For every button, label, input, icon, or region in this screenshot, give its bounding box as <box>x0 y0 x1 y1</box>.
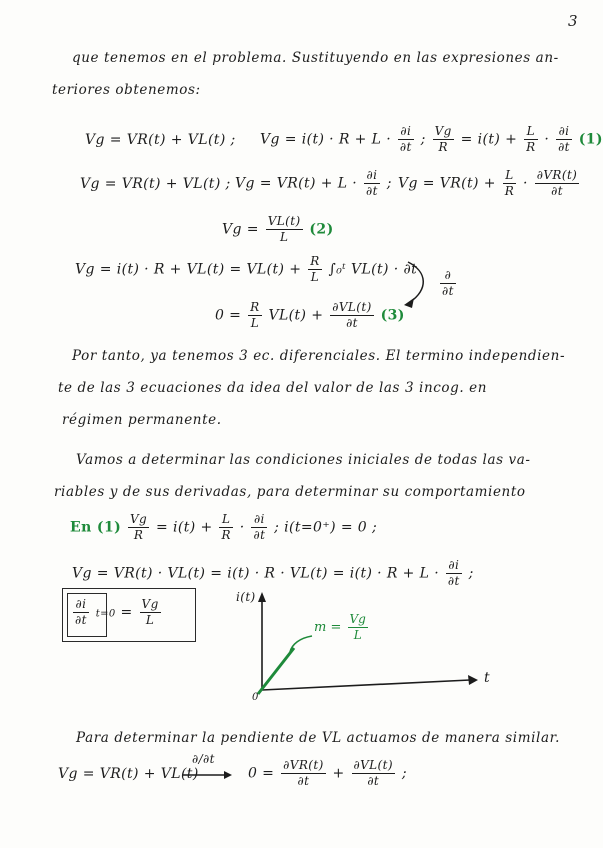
eq2-left: Vg = VR(t) + VL(t) ; <box>80 176 231 192</box>
box-content: $\frac{\partial i}{\partial t}$ t=0 = $\frac{Vg}{L}$ <box>75 597 159 627</box>
para3-line-2: riables y de sus derivadas, para determinar su comportamiento <box>54 484 526 500</box>
closing-line-1: Para determinar la pendiente de VL actuamos de manera similar. <box>76 730 561 746</box>
eq3-tag: (2) <box>309 221 334 238</box>
graph-y-label: i(t) <box>236 590 256 604</box>
para2-line-2: te de las 3 ecuaciones da idea del valor de las 3 incog. en <box>58 380 488 396</box>
eq2-right: Vg = VR(t) + $\frac{L}{R}$ · $\frac{\partial VR(t)}{\partial t}$ <box>398 168 578 198</box>
eq4-derivative-op: $\frac{\partial}{\partial t}$ <box>442 268 454 298</box>
graph-origin-label: 0 <box>252 692 259 703</box>
graph-slope-label: m = $\frac{Vg}{L}$ <box>314 612 366 642</box>
para3-line-1: Vamos a determinar las condiciones iniciales de todas las va- <box>76 452 531 468</box>
closing-eq-right: 0 = $\frac{\partial VR(t)}{\partial t}$ + $\frac{\partial VL(t)}{\partial t}$ ; <box>248 758 407 788</box>
eq2-middle: Vg = VR(t) + L · $\frac{\partial i}{\partial t}$ ; <box>235 168 392 198</box>
intro-line-1: que tenemos en el problema. Sustituyendo en las expresiones an- <box>72 50 559 66</box>
eq1-middle: Vg = i(t) · R + L · $\frac{\partial i}{\partial t}$ ; $\frac{Vg}{R}$ = i(t) + $\frac{L}{R}$ · $\frac{\partial i}{\partial t}$ (1) <box>260 124 603 154</box>
eq5-tag: (3) <box>380 307 405 324</box>
intro-line-2: teriores obtenemos: <box>52 82 201 98</box>
eq4: Vg = i(t) · R + VL(t) = VL(t) + $\frac{R}{L}$ ∫₀ᵗ VL(t) · ∂t <box>75 254 418 284</box>
closing-derivative-op: ∂/∂t <box>192 752 215 766</box>
eq1-tag: (1) <box>578 131 603 148</box>
closing-arrow-head <box>224 771 232 779</box>
eq1-left: Vg = VR(t) + VL(t) ; <box>85 132 236 148</box>
cond-line-1: En (1) $\frac{Vg}{R}$ = i(t) + $\frac{L}{R}$ · $\frac{\partial i}{\partial t}$ ; i(t=0⁺) = 0 ; <box>70 512 378 542</box>
closing-eq-left: Vg = VR(t) + VL(t) <box>58 766 199 782</box>
graph-x-label: t <box>484 670 491 686</box>
cond-line-2: Vg = VR(t) · VL(t) = i(t) · R · VL(t) = i(t) · R + L · $\frac{\partial i}{\partial t}$ ; <box>72 558 474 588</box>
para2-line-3: régimen permanente. <box>62 412 222 428</box>
para2-line-1: Por tanto, ya tenemos 3 ec. diferenciales. El termino independien- <box>72 348 566 364</box>
eq5: 0 = $\frac{R}{L}$ VL(t) + $\frac{\partial VL(t)}{\partial t}$ (3) <box>215 300 405 330</box>
eq3: Vg = $\frac{VL(t)}{L}$ (2) <box>222 214 334 244</box>
page-number: 3 <box>568 12 578 30</box>
